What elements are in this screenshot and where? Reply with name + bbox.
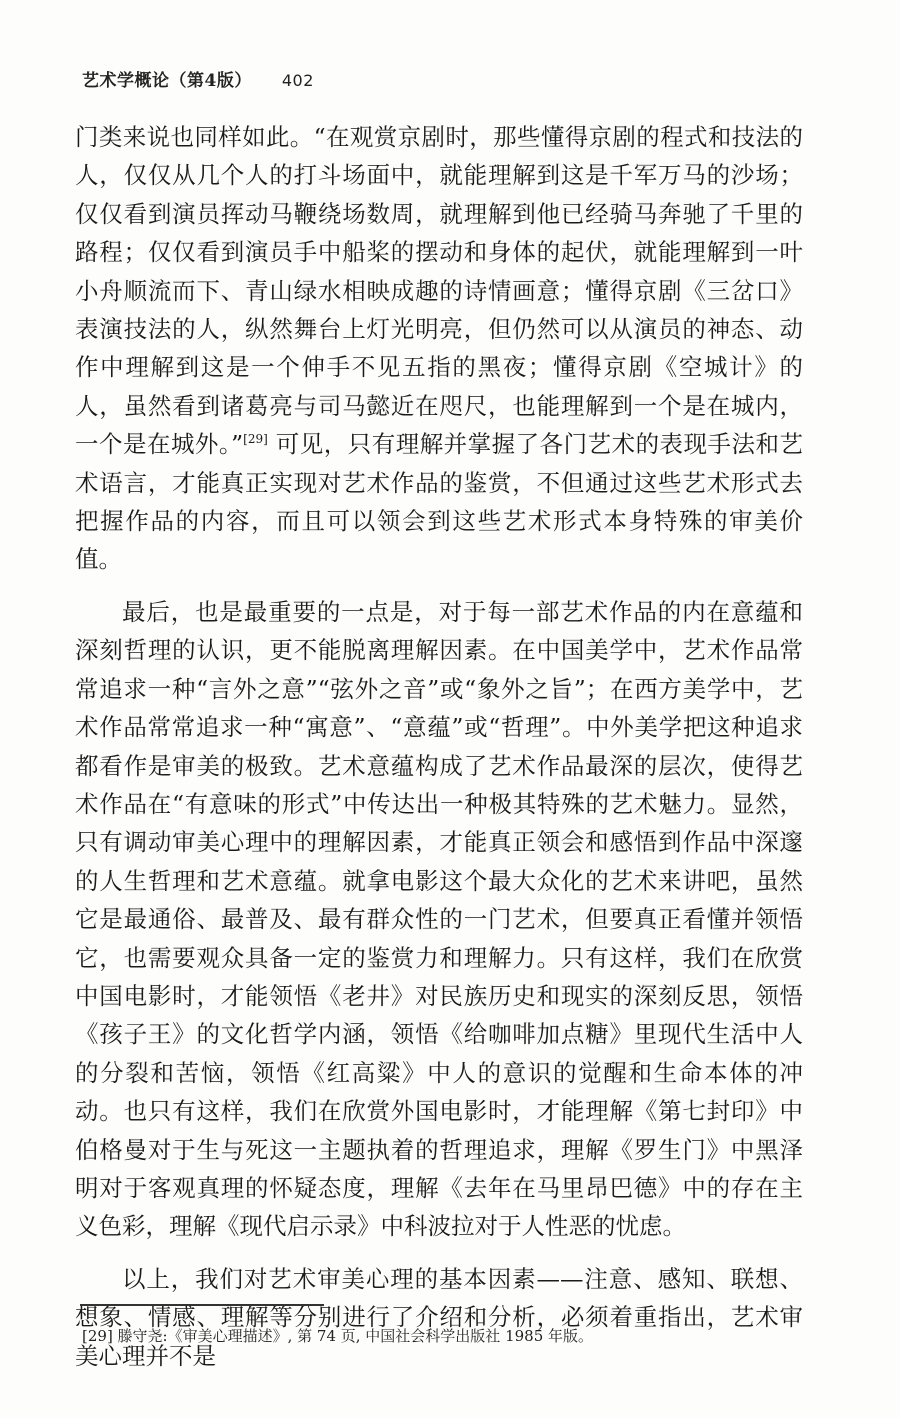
paragraph-1-text: 门类来说也同样如此。“在观赏京剧时，那些懂得京剧的程式和技法的人，仅仅从几个人的打斗场面中，就能理解到这是千军万马的沙场；仅仅看到演员挥动马鞭绕场数周，就理解到他已经骑马奔驰了千里的路程；仅仅看到演员手中船桨的摆动和身体的起伏，就能理解到一叶小舟顺流而下、青山绿水相映成趣的诗情画意；懂得京剧《三岔口》表演技法的人，纵然舞台上灯光明亮，但仍然可以从演员的神态、动作中理解到这是一个伸手不见五指的黑夜；懂得京剧《空城计》的人，虽然看到诸葛亮与司马懿近在咫尺，也能理解到一个是在城内，一个是在城外。”	[75, 123, 803, 459]
paragraph-3: 以上，我们对艺术审美心理的基本因素——注意、感知、联想、想象、情感、理解等分别进行了介绍和分析，必须着重指出，艺术审美心理并不是	[75, 1264, 803, 1370]
paragraph-2: 最后，也是最重要的一点是，对于每一部艺术作品的内在意蕴和深刻哲理的认识，更不能脱离理解因素。在中国美学中，艺术作品常常追求一种“言外之意”“弦外之音”或“象外之旨”；在西方美学中，艺术作品常常追求一种“寓意”、“意蕴”或“哲理”。中外美学把这种追求都看作是审美的极致。艺术意蕴构成了艺术作品最深的层次，使得艺术作品在“有意味的形式”中传达出一种极其特殊的艺术魅力。显然，只有调动审美心理中的理解因素，才能真正领会和感悟到作品中深邃的人生哲理和艺术意蕴。就拿电影这个最大众化的艺术来讲吧，虽然它是最通俗、最普及、最有群众性的一门艺术，但要真正看懂并领悟它，也需要观众具备一定的鉴赏力和理解力。只有这样，我们在欣赏中国电影时，才能领悟《老井》对民族历史和现实的深刻反思，领悟《孩子王》的文化哲学内涵，领悟《给咖啡加点糖》里现代生活中人的分裂和苦恼，领悟《红高粱》中人的意识的觉醒和生命本体的冲动。也只有这样，我们在欣赏外国电影时，才能理解《第七封印》中伯格曼对于生与死这一主题执着的哲理追求，理解《罗生门》中黑泽明对于客观真理的怀疑态度，理解《去年在马里昂巴德》中的存在主义色彩，理解《现代启示录》中科波拉对于人性恶的忧虑。	[75, 597, 803, 1241]
footnote-reference: [29]	[243, 432, 268, 447]
page-number: 402	[281, 71, 314, 90]
footnote: [29] 滕守尧:《审美心理描述》, 第 74 页, 中国社会科学出版社 1985 年版。	[82, 1327, 594, 1345]
footnote-divider	[80, 1304, 324, 1306]
body-text	[75, 118, 803, 1375]
running-head	[82, 66, 314, 91]
book-title: 艺术学概论（第4版）	[82, 71, 252, 91]
paragraph-1	[75, 118, 803, 579]
paragraph-1-continuation: 可见，只有理解并掌握了各门艺术的表现手法和艺术语言，才能真正实现对艺术作品的鉴赏，不但通过这些艺术形式去把握作品的内容，而且可以领会到这些艺术形式本身特殊的审美价值。	[75, 430, 803, 574]
